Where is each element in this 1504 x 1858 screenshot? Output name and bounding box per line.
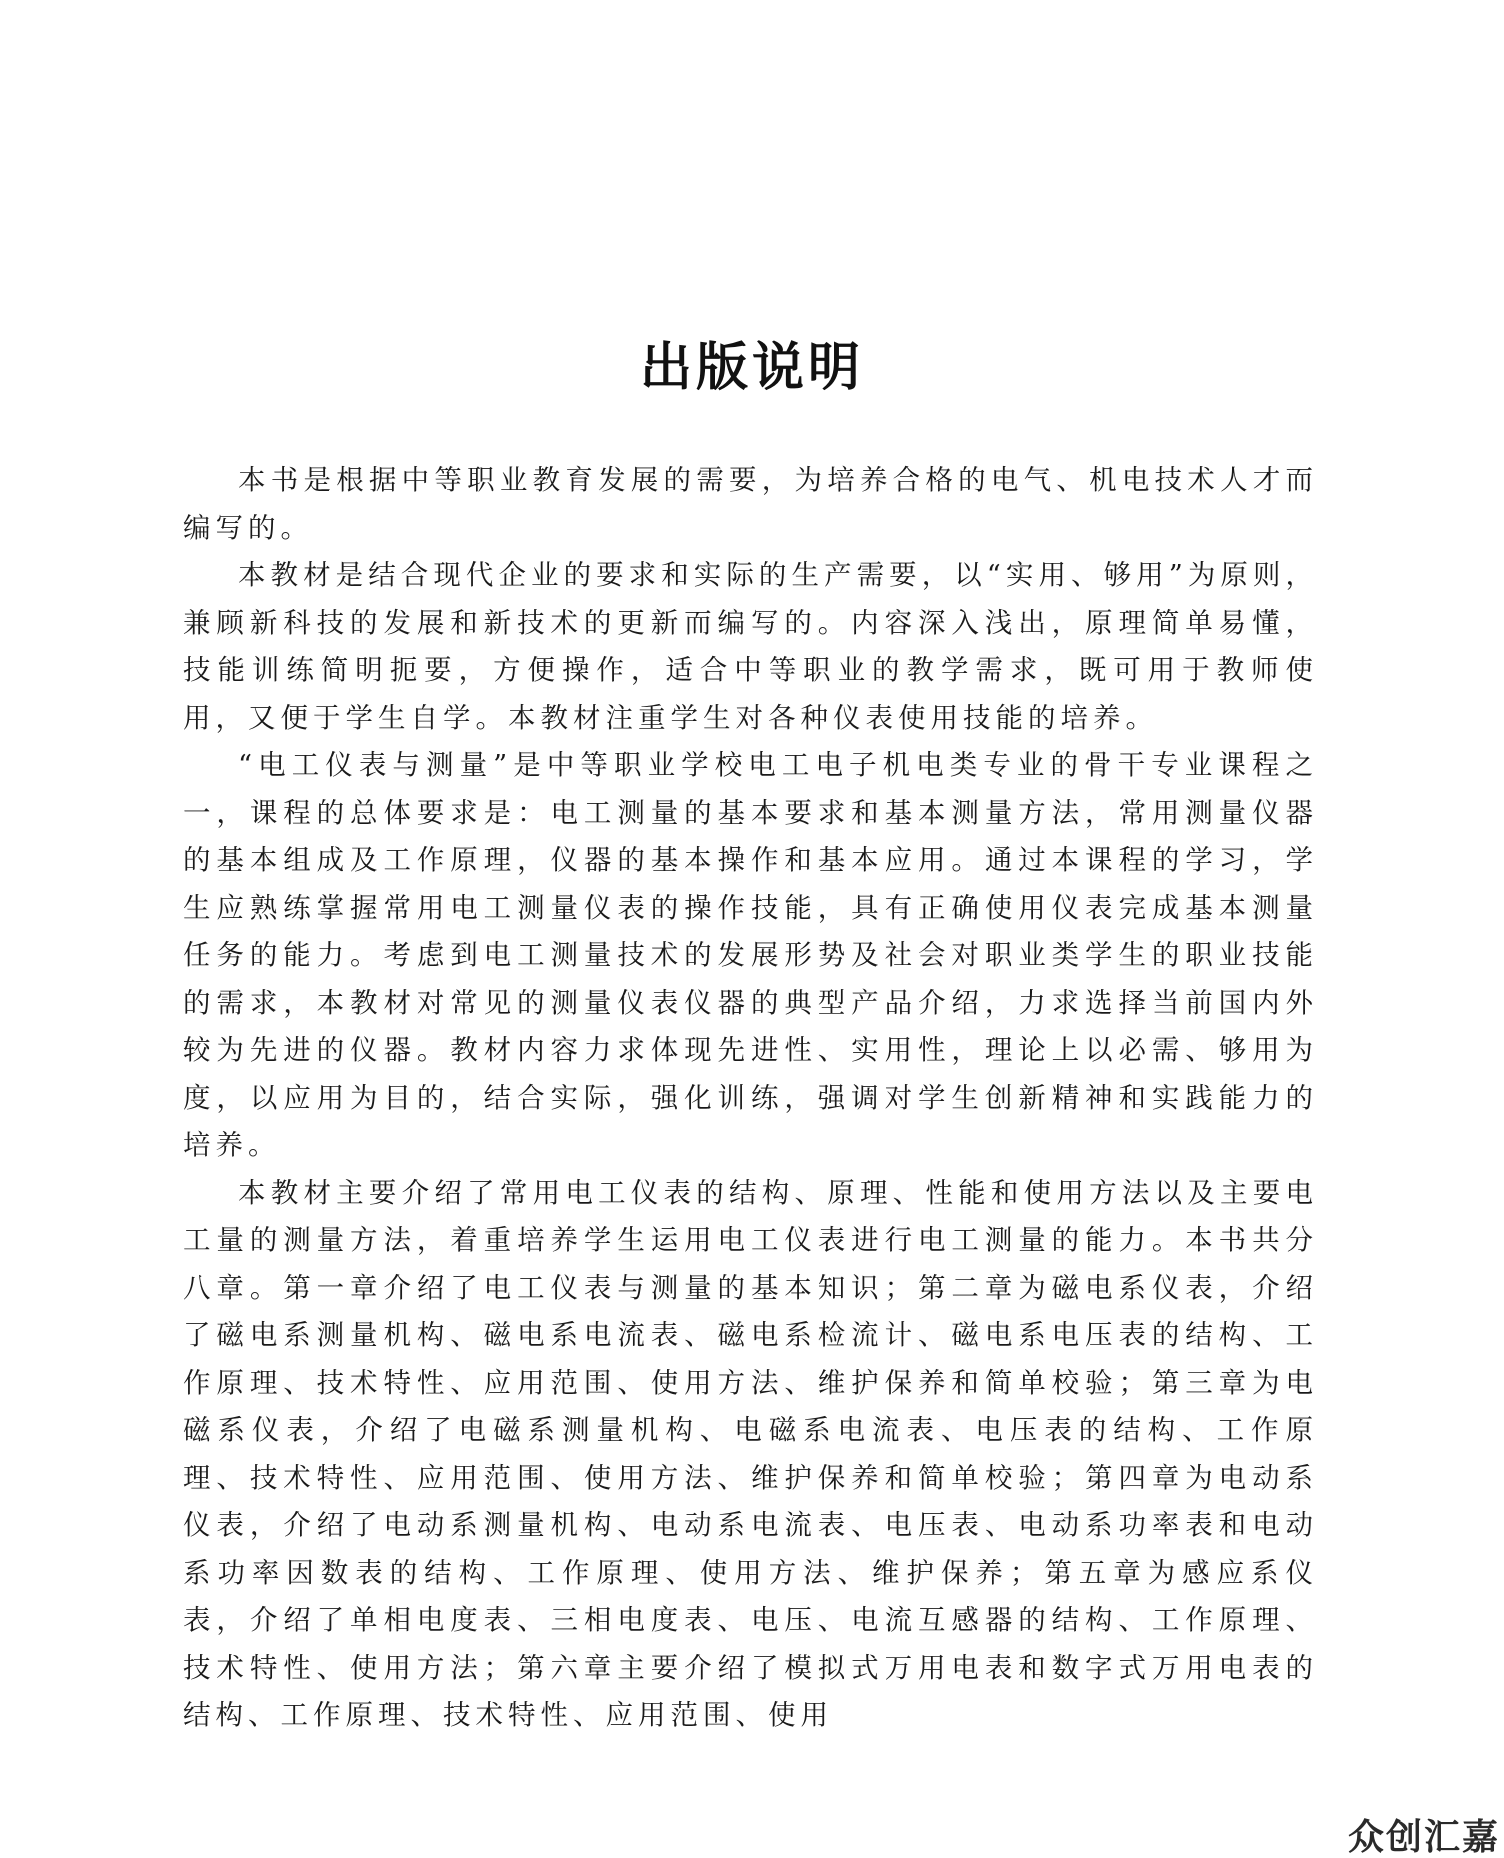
paragraph-3: “电工仪表与测量”是中等职业学校电工电子机电类专业的骨干专业课程之一，课程的总体要求是：电工测量的基本要求和基本测量方法，常用测量仪器的基本组成及工作原理，仪器的基本操作和基本应用。通过本课程的学习，学生应熟练掌握常用电工测量仪表的操作技能，具有正确使用仪表完成基本测量任务的能力。考虑到电工测量技术的发展形势及社会对职业类学生的职业技能的需求，本教材对常见的测量仪表仪器的典型产品介绍，力求选择当前国内外较为先进的仪器。教材内容力求体现先进性、实用性，理论上以必需、够用为度，以应用为目的，结合实际，强化训练，强调对学生创新精神和实践能力的培养。 [183,749,1318,1161]
paragraph-4: 本教材主要介绍了常用电工仪表的结构、原理、性能和使用方法以及主要电工量的测量方法，着重培养学生运用电工仪表进行电工测量的能力。本书共分八章。第一章介绍了电工仪表与测量的基本知识；第二章为磁电系仪表，介绍了磁电系测量机构、磁电系电流表、磁电系检流计、磁电系电压表的结构、工作原理、技术特性、应用范围、使用方法、维护保养和简单校验；第三章为电磁系仪表，介绍了电磁系测量机构、电磁系电流表、电压表的结构、工作原理、技术特性、应用范围、使用方法、维护保养和简单校验；第四章为电动系仪表，介绍了电动系测量机构、电动系电流表、电压表、电动系功率表和电动系功率因数表的结构、工作原理、使用方法、维护保养；第五章为感应系仪表，介绍了单相电度表、三相电度表、电压、电流互感器的结构、工作原理、技术特性、使用方法；第六章主要介绍了模拟式万用电表和数字式万用电表的结构、工作原理、技术特性、应用范围、使用 [183,1176,1318,1731]
paragraph-2: 本教材是结合现代企业的要求和实际的生产需要，以“实用、够用”为原则，兼顾新科技的发展和新技术的更新而编写的。内容深入浅出，原理简单易懂，技能训练简明扼要，方便操作，适合中等职业的教学需求，既可用于教师使用，又便于学生自学。本教材注重学生对各种仪表使用技能的培养。 [183,559,1318,734]
paragraph-1: 本书是根据中等职业教育发展的需要，为培养合格的电气、机电技术人才而编写的。 [183,464,1318,544]
body-text [183,457,1318,1740]
watermark-logo: 众创汇嘉 [1347,1817,1500,1858]
page-title: 出版说明 [639,336,864,398]
